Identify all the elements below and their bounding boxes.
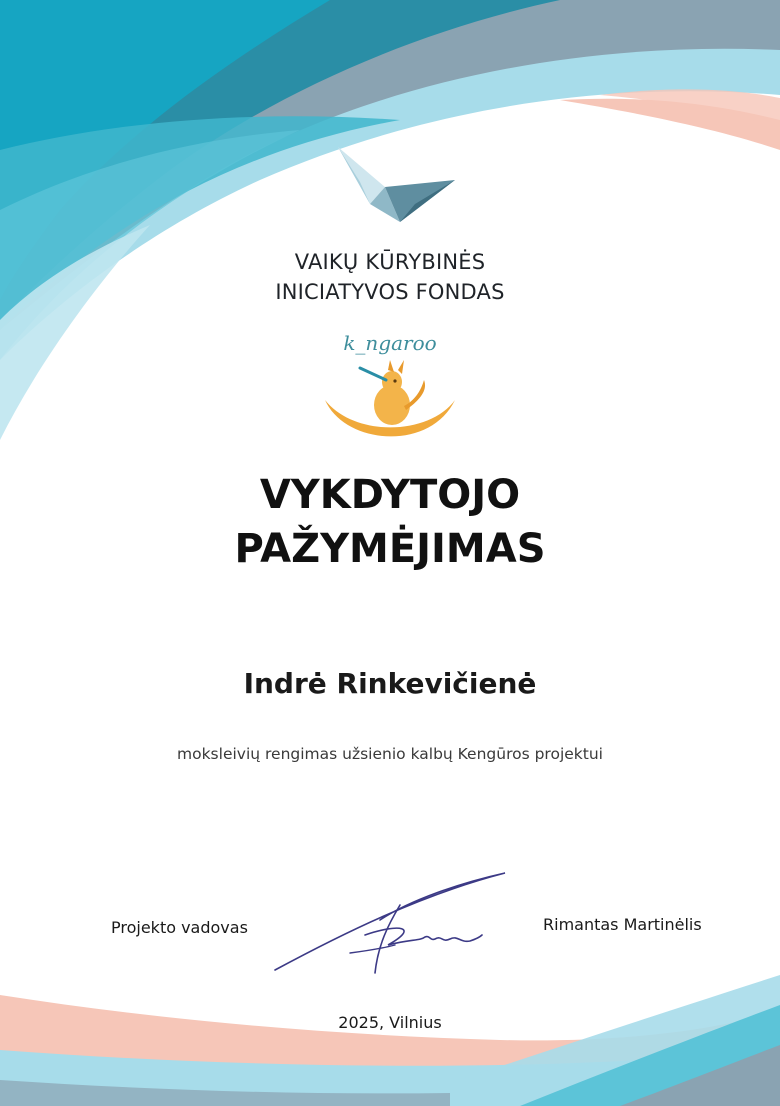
certificate-title-line2: PAŽYMĖJIMAS (234, 526, 546, 572)
date-place: 2025, Vilnius (338, 1013, 442, 1032)
kangaroo-logo-icon (320, 360, 460, 448)
kangaroo-wordmark: k_ngaroo (343, 331, 437, 355)
origami-bird-icon (330, 142, 460, 227)
recipient-name: Indrė Rinkevičienė (243, 667, 537, 700)
organization-name-line1: VAIKŲ KŪRYBINĖS (294, 250, 486, 274)
certificate-title (0, 468, 780, 576)
signer-name: Rimantas Martinėlis (543, 915, 702, 934)
organization-name (0, 247, 780, 307)
handwritten-signature (270, 865, 520, 980)
certificate-description: moksleivių rengimas užsienio kalbų Kengūros projektui (177, 745, 603, 763)
signature-role: Projekto vadovas (111, 918, 248, 937)
organization-name-line2: INICIATYVOS FONDAS (275, 280, 505, 304)
certificate-title-line1: VYKDYTOJO (259, 472, 521, 518)
